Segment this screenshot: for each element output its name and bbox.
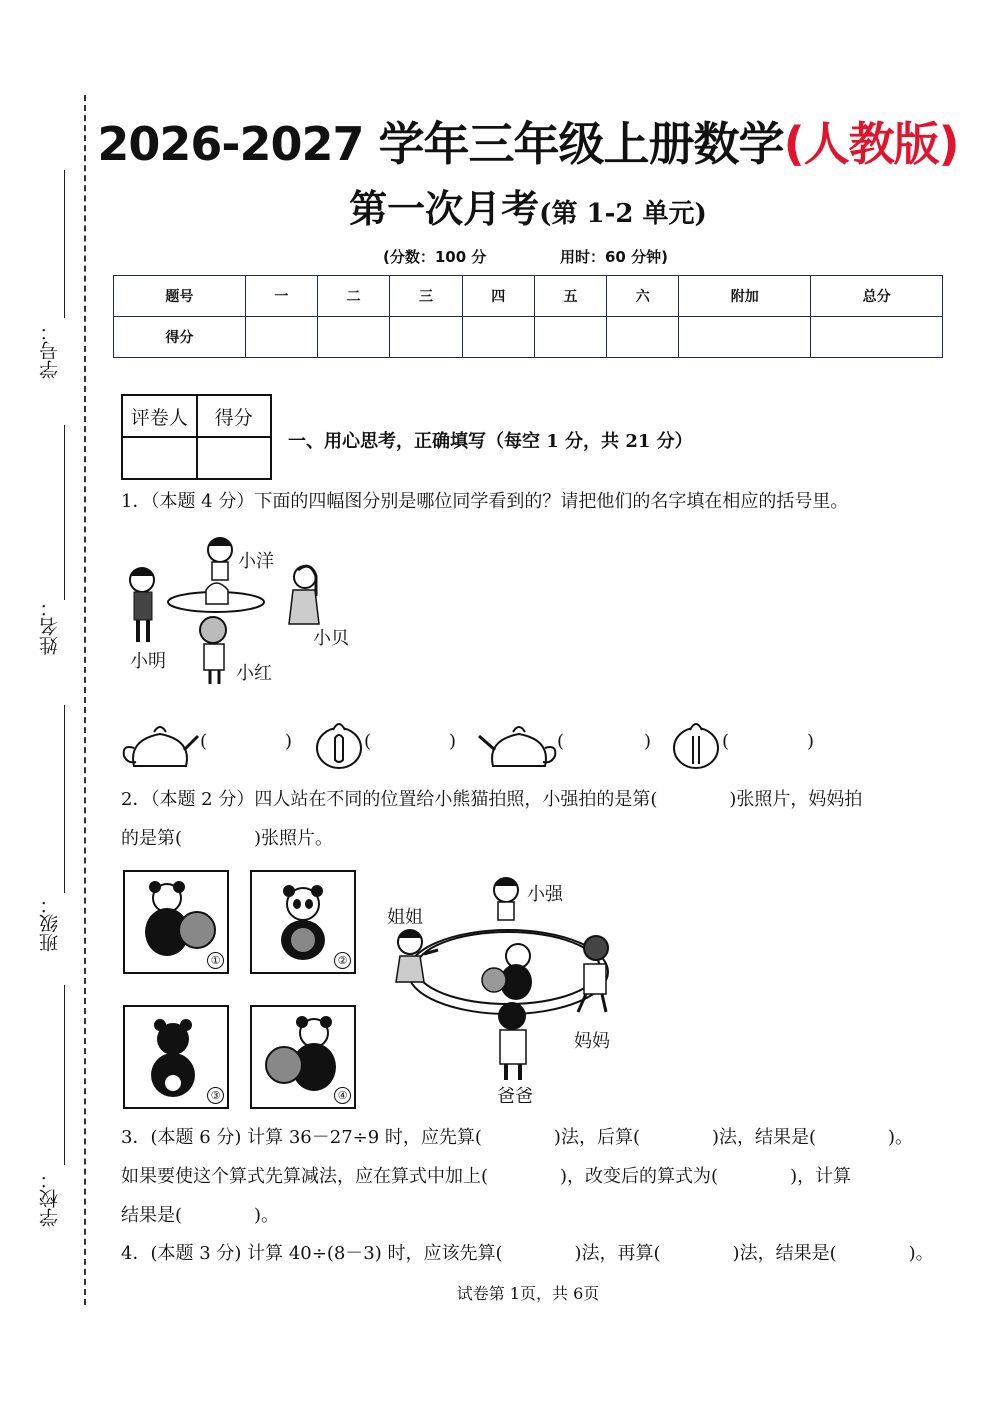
- exam-title-main: 2026-2027 学年三年级上册数学: [97, 117, 784, 171]
- header-cell: 附加: [679, 276, 811, 317]
- kid-name-bottom: 小红: [236, 663, 272, 684]
- photo-number: ④: [334, 1087, 351, 1104]
- score-table: [113, 275, 943, 358]
- answer-paren-close: ): [449, 731, 457, 752]
- exam-subtitle-main: 第一次月考: [349, 186, 540, 231]
- header-cell: 六: [607, 276, 679, 317]
- answer-paren-open: (: [557, 731, 565, 752]
- header-cell: 二: [318, 276, 390, 317]
- photo-number: ②: [334, 952, 351, 969]
- answer-paren-open: (: [200, 731, 208, 752]
- panda-photo-1: [123, 870, 229, 974]
- reviewer-label: 评卷人: [122, 395, 197, 437]
- class-label: 班级：: [39, 895, 61, 952]
- question-2-line-1: 2．（本题 2 分）四人站在不同的位置给小熊猫拍照，小强拍的是第( )张照片，妈妈拍: [121, 789, 863, 810]
- exam-title: [0, 108, 992, 174]
- total-score-info: (分数：100 分: [383, 248, 487, 266]
- person-name-bottom: 爸爸: [497, 1086, 533, 1107]
- score-cell[interactable]: [534, 317, 606, 358]
- person-name-right: 妈妈: [574, 1031, 610, 1052]
- page-footer: 试卷第 1页，共 6页: [456, 1284, 600, 1303]
- grader-box: [121, 394, 272, 480]
- header-cell: 三: [390, 276, 462, 317]
- answer-paren-open: (: [722, 731, 730, 752]
- panda-photo-2: [250, 870, 356, 974]
- teapot-view-3: [475, 712, 559, 772]
- answer-paren-close: ): [807, 731, 815, 752]
- score-cell[interactable]: [811, 317, 943, 358]
- score-cell[interactable]: [245, 317, 317, 358]
- question-4-line-1: 4．(本题 3 分) 计算 40÷(8－3) 时，应该先算( )法，再算( )法，结果是( )。: [121, 1243, 934, 1264]
- student-id-label: 学号：: [39, 322, 61, 379]
- grader-score-cell[interactable]: [197, 437, 272, 479]
- question-1-text: 1．（本题 4 分）下面的四幅图分别是哪位同学看到的？请把他们的名字填在相应的括号里。: [121, 491, 849, 512]
- kid-name-right: 小贝: [313, 628, 349, 649]
- grader-score-label: 得分: [197, 395, 272, 437]
- photographers-illustration: [390, 876, 620, 1086]
- name-label: 姓名：: [39, 598, 61, 655]
- answer-paren-close: ): [285, 731, 293, 752]
- class-blank: [64, 705, 65, 893]
- question-2-line-2: 的是第( )张照片。: [121, 828, 334, 849]
- edition-label: (人教版): [783, 117, 959, 171]
- photo-number: ①: [207, 952, 224, 969]
- header-cell: 一: [245, 276, 317, 317]
- score-cell[interactable]: [462, 317, 534, 358]
- teapot-view-2: [313, 714, 365, 772]
- teapot-view-1: [120, 714, 202, 772]
- question-3-line-1: 3．(本题 6 分) 计算 36－27÷9 时，应先算( )法，后算( )法，结果是( )。: [121, 1127, 914, 1148]
- time-info: 用时：60 分钟): [560, 248, 668, 266]
- row-label: 得分: [114, 317, 246, 358]
- header-cell: 四: [462, 276, 534, 317]
- panda-photo-4: [250, 1005, 356, 1109]
- kid-name-top: 小洋: [238, 551, 274, 572]
- school-label: 学校：: [39, 1170, 61, 1227]
- question-3-line-3: 结果是( )。: [121, 1205, 280, 1226]
- answer-paren-open: (: [364, 731, 372, 752]
- header-cell: 五: [534, 276, 606, 317]
- teapot-view-4: [670, 714, 722, 772]
- score-cell[interactable]: [679, 317, 811, 358]
- score-cell[interactable]: [607, 317, 679, 358]
- score-table-score-row: [114, 317, 943, 358]
- person-name-left: 姐姐: [387, 907, 423, 928]
- section-heading: 一、用心思考，正确填写（每空 1 分，共 21 分）: [288, 431, 693, 452]
- score-table-header-row: [114, 276, 943, 317]
- binding-dashed-line: [84, 95, 86, 1305]
- photo-number: ③: [207, 1087, 224, 1104]
- score-cell[interactable]: [318, 317, 390, 358]
- unit-range: (第 1-2 单元): [539, 199, 707, 229]
- exam-subtitle: [0, 178, 992, 233]
- score-cell[interactable]: [390, 317, 462, 358]
- school-blank: [64, 985, 65, 1165]
- reviewer-cell[interactable]: [122, 437, 197, 479]
- person-name-top: 小强: [527, 884, 563, 905]
- header-cell: 题号: [114, 276, 246, 317]
- question-3-line-2: 如果要使这个算式先算减法，应在算式中加上( )，改变后的算式为( )，计算: [121, 1166, 852, 1187]
- answer-paren-close: ): [644, 731, 652, 752]
- name-blank: [64, 425, 65, 600]
- header-cell: 总分: [811, 276, 943, 317]
- kid-name-left: 小明: [130, 651, 166, 672]
- panda-photo-3: [123, 1005, 229, 1109]
